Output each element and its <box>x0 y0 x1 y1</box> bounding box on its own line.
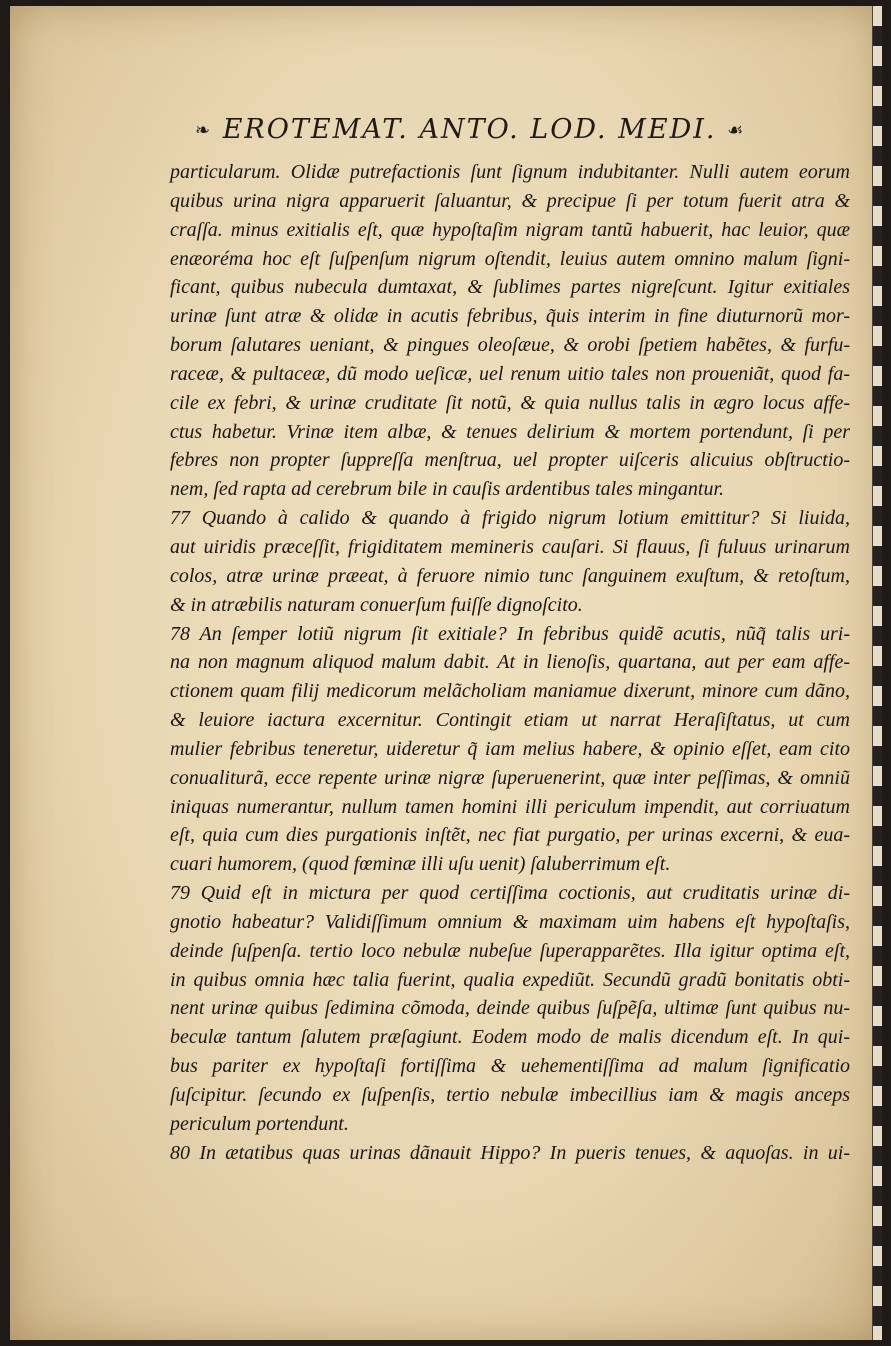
text-line: enæoréma hoc eſt ſuſpenſum nigrum oſtendit, leuius autem omnino malum ſigni- <box>170 247 850 270</box>
text-line: in quibus omnia hæc talia fuerint, qualia expediũt. Secundũ gradũ bonitatis obti- <box>170 968 850 991</box>
text-line: particularum. Olidæ putrefactionis ſunt ſignum indubitanter. Nulli autem eorum <box>170 161 850 183</box>
question-79: 79 Quid eſt in mictura per quod certiſſima coctionis, aut cruditatis urinæ di- <box>170 882 850 905</box>
text-line: cuari humorem, (quod fœminæ illi uſu uenit) ſaluberrimum eſt. <box>170 853 671 876</box>
scale-ruler <box>872 6 882 1340</box>
running-header <box>195 114 835 145</box>
book-page <box>10 6 882 1340</box>
text-line: iniquas numerantur, nullum tamen homini illi periculum impendit, aut corriuatum <box>170 795 850 818</box>
text-line: ſuſcipitur. ſecundo ex ſuſpenſis, tertio nebulæ imbecillius iam & magis anceps <box>170 1084 850 1106</box>
text-line: borum ſalutares ueniant, & pingues oleoſæue, & orobi ſpetiem habẽtes, & furfu- <box>170 334 850 357</box>
text-line: beculæ tantum ſalutem præſagiunt. Eodem modo de malis dicendum eſt. In qui- <box>170 1026 850 1049</box>
text-line: periculum portendunt. <box>170 1112 349 1135</box>
text-line: eſt, quia cum dies purgationis inſtẽt, nec fiat purgatio, per urinas excerni, & eua- <box>170 824 850 847</box>
text-line: colos, atræ urinæ præeat, à feruore nimio tunc ſanguinem exuſtum, & retoſtum, <box>170 564 850 587</box>
text-block <box>170 158 850 1168</box>
text-line: aut uiridis præceſſit, frigiditatem memineris cauſari. Si flauus, ſi fuluus urinarum <box>170 535 850 558</box>
text-line: craſſa. minus exitialis eſt, quæ hypoſtaſim nigram tantũ habuerit, hac leuior, quæ <box>170 218 850 241</box>
text-line: & leuiore iactura excernitur. Contingit etiam ut narrat Heraſiſtatus, ut cum <box>170 709 850 732</box>
text-line: & in atræbilis naturam conuerſum fuiſſe dignoſcito. <box>170 593 583 616</box>
text-line: mulier febribus teneretur, uideretur q̃ iam melius habere, & opinio eſſet, eam cito <box>170 737 850 760</box>
header-title: EROTEMAT. ANTO. LOD. MEDI. <box>222 114 717 145</box>
question-77: 77 Quando à calido & quando à frigido nigrum lotium emittitur? Si liuida, <box>170 507 850 530</box>
text-line: deinde ſuſpenſa. tertio loco nebulæ nubeſue ſuperapparẽtes. Illa igitur optima eſt, <box>170 939 850 962</box>
text-line: bus pariter ex hypoſtaſi fortiſſima & uehementiſſima ad malum ſignificatio <box>170 1055 850 1078</box>
text-line: febres non propter ſuppreſſa menſtrua, uel propter uiſceris alicuius obſtructio- <box>170 449 850 472</box>
text-line: cile ex febri, & urinæ cruditate ſit notũ, & quia nullus talis in ægro locus affe- <box>170 391 850 414</box>
text-line: quibus urina nigra apparuerit ſaluantur, & precipue ſi per totum fuerit atra & <box>170 189 850 212</box>
text-line: nent urinæ quibus ſedimina cõmoda, deinde quibus ſuſpẽſa, ultimæ ſunt quibus nu- <box>170 997 850 1020</box>
ornament-left-icon: ❧ <box>195 120 213 141</box>
text-line: ctus habetur. Vrinæ item albæ, & tenues delirium & mortem portendunt, ſi per <box>170 420 850 443</box>
text-line: ficant, quibus nubecula dumtaxat, & ſublimes partes nigreſcunt. Igitur exitiales <box>170 276 850 299</box>
text-line: gnotio habeatur? Validiſſimum omnium & maximam uim habens eſt hypoſtaſis, <box>170 910 850 933</box>
text-line: ctionem quam filij medicorum melãcholiam maniamue dixerunt, minore cum dãno, <box>170 680 850 703</box>
text-line: conualiturã, ecce repente urinæ nigræ ſuperuenerint, quæ inter peſſimas, & omniũ <box>170 766 850 789</box>
question-78: 78 An ſemper lotiũ nigrum ſit exitiale? In febribus quidẽ acutis, nũq̃ talis uri- <box>170 622 850 645</box>
ornament-right-icon: ☙ <box>727 120 746 141</box>
text-line: na non magnum aliquod malum dabit. At in lienoſis, quartana, aut per eam affe- <box>170 651 850 674</box>
text-line: raceæ, & pultaceæ, dũ modo ueſicæ, uel renum uitio tales non proueniãt, quod fa- <box>170 362 850 385</box>
question-80: 80 In ætatibus quas urinas dãnauit Hippo? In pueris tenues, & aquoſas. in ui- <box>170 1141 850 1164</box>
text-line: nem, ſed rapta ad cerebrum bile in cauſis ardentibus tales mingantur. <box>170 478 725 501</box>
text-line: urinæ ſunt atræ & olidæ in acutis febribus, q̃uis interim in fine diuturnorũ mor- <box>170 305 850 328</box>
